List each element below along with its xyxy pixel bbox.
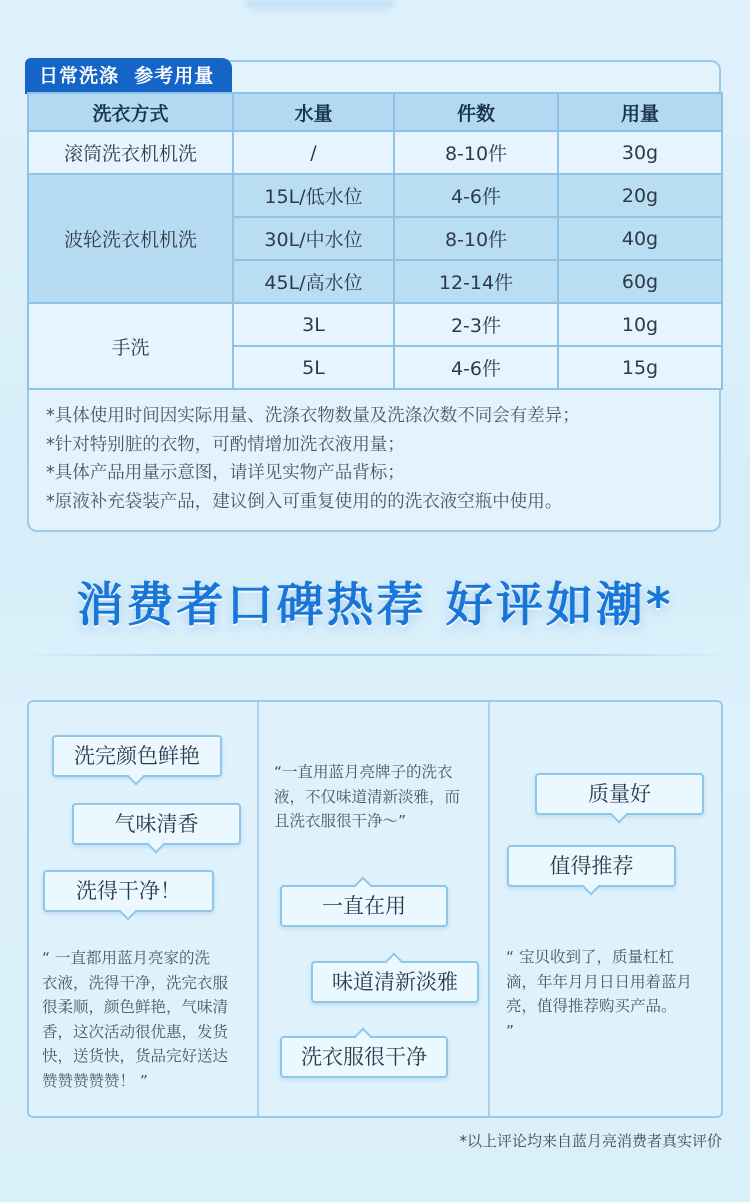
header-method: 洗衣方式 — [28, 93, 233, 131]
amount-cell: 20g — [558, 174, 722, 217]
quote-line: “ 一直都用蓝月亮家的洗 — [42, 949, 210, 967]
review-tag: 味道清新淡雅 — [311, 961, 479, 1003]
dosage-tab-label: 日常洗涤 参考用量 — [25, 58, 232, 94]
table-row — [28, 131, 722, 174]
review-quote — [42, 946, 228, 1093]
amount-cell: 10g — [558, 303, 722, 346]
amount-cell: 40g — [558, 217, 722, 260]
amount-cell: 15g — [558, 346, 722, 389]
top-decoration — [245, 0, 395, 14]
quote-line: “ 宝贝收到了，质量杠杠 — [506, 948, 674, 966]
note-line: *原液补充袋装产品，建议倒入可重复使用的的洗衣液空瓶中使用。 — [46, 491, 563, 512]
dosage-notes — [46, 402, 580, 516]
table-row — [28, 174, 722, 217]
quote-line: 快，送货快，货品完好送达 — [42, 1047, 229, 1065]
pieces-cell: 12-14件 — [394, 260, 558, 303]
quote-line: “一直用蓝月亮牌子的洗衣 — [274, 763, 453, 781]
review-tag: 洗衣服很干净 — [280, 1036, 448, 1078]
review-tag: 洗得干净！ — [43, 870, 214, 912]
dosage-table — [27, 92, 723, 390]
quote-line: 衣液，洗得干净，洗完衣服 — [42, 973, 229, 992]
review-quote — [506, 945, 692, 1043]
header-water: 水量 — [233, 93, 394, 131]
water-cell: 3L — [233, 303, 394, 346]
quote-line: 香，这次活动很优惠，发货 — [42, 1022, 229, 1041]
pieces-cell: 8-10件 — [394, 131, 558, 174]
pieces-cell: 8-10件 — [394, 217, 558, 260]
table-header-row — [28, 93, 722, 131]
water-cell: 15L/低水位 — [233, 174, 394, 217]
quote-line: 液，不仅味道清新淡雅，而 — [274, 787, 461, 806]
quote-line: 亮，值得推荐购买产品。 — [506, 997, 677, 1015]
pieces-cell: 2-3件 — [394, 303, 558, 346]
header-amount: 用量 — [558, 93, 722, 131]
method-cell: 波轮洗衣机机洗 — [28, 174, 233, 303]
reviews-footnote: *以上评论均来自蓝月亮消费者真实评价 — [459, 1132, 722, 1150]
water-cell: 5L — [233, 346, 394, 389]
header-pieces: 件数 — [394, 93, 558, 131]
review-tag: 洗完颜色鲜艳 — [52, 735, 222, 777]
quote-line: 且洗衣服很干净～” — [274, 812, 407, 830]
note-line: *针对特别脏的衣物，可酌情增加洗衣液用量； — [46, 434, 405, 455]
table-row — [28, 303, 722, 346]
review-quote — [274, 760, 460, 834]
review-tag: 一直在用 — [280, 885, 448, 927]
quote-line: ” — [506, 1021, 515, 1040]
water-cell: / — [233, 131, 394, 174]
column-divider — [488, 702, 490, 1116]
title-divider — [20, 654, 730, 656]
review-tag: 值得推荐 — [507, 845, 676, 887]
note-line: *具体使用时间因实际用量、洗涤衣物数量及洗涤次数不同会有差异； — [46, 406, 580, 426]
note-line: *具体产品用量示意图，请详见实物产品背标； — [46, 463, 405, 483]
method-cell: 滚筒洗衣机机洗 — [28, 131, 233, 174]
column-divider — [257, 702, 259, 1116]
quote-line: 滴，年年月月日日用着蓝月 — [506, 972, 693, 991]
amount-cell: 60g — [558, 260, 722, 303]
review-tag: 质量好 — [535, 773, 704, 815]
water-cell: 45L/高水位 — [233, 260, 394, 303]
reviews-title: 消费者口碑热荐 好评如潮* — [76, 578, 674, 633]
pieces-cell: 4-6件 — [394, 174, 558, 217]
review-tag: 气味清香 — [72, 803, 241, 845]
quote-line: 赞赞赞赞赞！ ” — [42, 1071, 148, 1090]
pieces-cell: 4-6件 — [394, 346, 558, 389]
water-cell: 30L/中水位 — [233, 217, 394, 260]
method-cell: 手洗 — [28, 303, 233, 389]
amount-cell: 30g — [558, 131, 722, 174]
quote-line: 很柔顺，颜色鲜艳，气味清 — [42, 998, 229, 1016]
